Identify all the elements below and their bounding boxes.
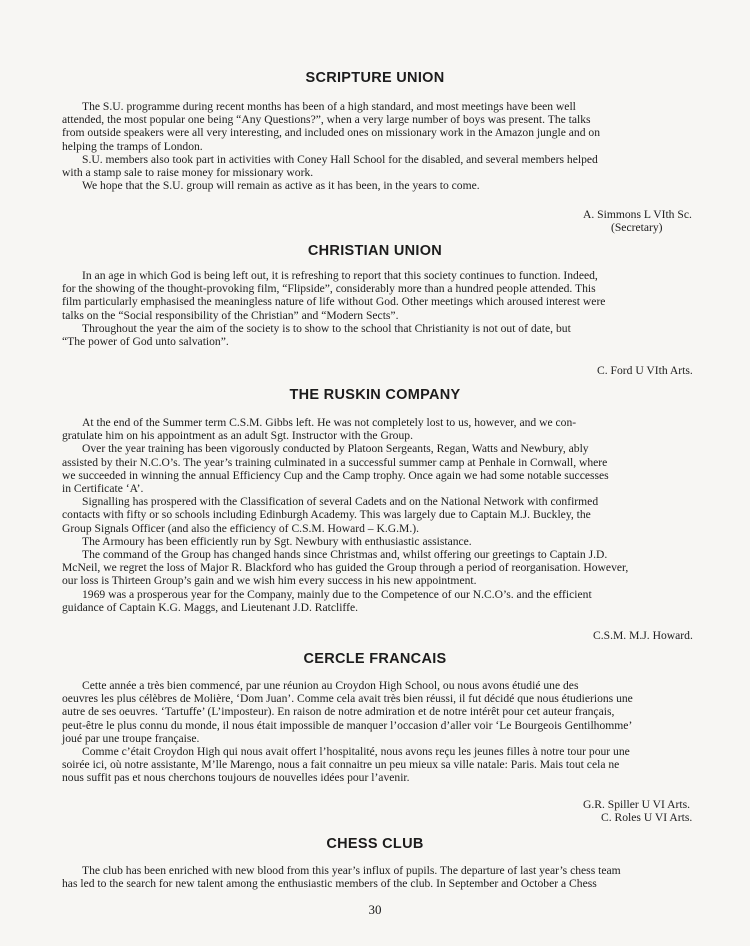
text-line: Over the year training has been vigorously conducted by Platoon Sergeants, Regan, Watts and Newbury, ably [82, 442, 589, 456]
text-line: helping the tramps of London. [62, 139, 203, 153]
section-title-scripture-union: SCRIPTURE UNION [305, 70, 445, 86]
text-line: in Certificate ‘A’. [62, 482, 144, 496]
text-line: We hope that the S.U. group will remain as active as it has been, in the years to come. [82, 179, 480, 193]
signature-christian-union [597, 364, 750, 377]
text-line: has led to the search for new talent among the enthusiastic members of the club. In September and October a Chess [62, 877, 597, 891]
text-line: At the end of the Summer term C.S.M. Gibbs left. He was not completely lost to us, however, and we con- [82, 416, 577, 429]
text-line: guidance of Captain K.G. Maggs, and Lieutenant J.D. Ratcliffe. [62, 600, 358, 614]
signature-scripture-union [583, 208, 750, 234]
text-line: joué par une troupe française. [62, 731, 200, 745]
text-line: Throughout the year the aim of the society is to show to the school that Christianity is not out of date, but [82, 321, 571, 335]
text-line: The command of the Group has changed hands since Christmas and, whilst offering our greetings to Captain J.D. [82, 548, 608, 562]
text-line: contacts with fifty or so schools including Edinburgh Academy. This was largely due to Captain M.J. Buckley, the [62, 508, 591, 522]
christian-union-body [62, 269, 722, 349]
section-title-ruskin-company: THE RUSKIN COMPANY [289, 387, 461, 403]
chess-club-body [62, 864, 722, 891]
ruskin-company-body [62, 416, 722, 614]
signature-line: C. Ford U VIth Arts. [597, 364, 693, 377]
text-line: attended, the most popular one being “Any Questions?”, when a very large number of boys was present. The talks [62, 113, 591, 127]
text-line: In an age in which God is being left out, it is refreshing to report that this society continues to function. Indeed, [82, 269, 598, 282]
text-line: for the showing of the thought-provoking film, “Flipside”, considerably more than a hundred people attended. This [62, 282, 596, 296]
section-title-chess-club: CHESS CLUB [326, 836, 424, 852]
signature-line: C. Roles U VI Arts. [601, 811, 693, 825]
text-line: our loss is Thirteen Group’s gain and we wish him every success in his new appointment. [62, 574, 477, 588]
text-line: Signalling has prospered with the Classification of several Cadets and on the National Network with confirmed [82, 495, 599, 509]
text-line: peut-être le plus connu du monde, il nous était impossible de manquer l’occasion d’aller voir ‘Le Bourgeois Gentilhomme’ [62, 718, 633, 732]
section-title-cercle-francais: CERCLE FRANCAIS [303, 651, 447, 667]
text-line: McNeil, we regret the loss of Major R. Blackford who has guided the Group through a period of reorganisation. However, [62, 561, 629, 575]
page-number: 30 [368, 902, 382, 917]
signature-line: G.R. Spiller U VI Arts. [583, 798, 691, 811]
text-line: “The power of God unto salvation”. [62, 335, 229, 349]
text-line: with a stamp sale to raise money for missionary work. [62, 166, 314, 180]
text-line: Comme c’était Croydon High qui nous avait offert l’hospitalité, nous avons reçu les jeunes filles à notre tour pour une [82, 745, 630, 759]
text-line: The Armoury has been efficiently run by Sgt. Newbury with enthusiastic assistance. [82, 534, 472, 548]
text-line: autre de ses oeuvres. ‘Tartuffe’ (L’imposteur). En raison de notre admiration et de notre intérêt pour cet auteur français, [62, 705, 615, 719]
text-line: S.U. members also took part in activities with Coney Hall School for the disabled, and several members helped [82, 152, 598, 166]
text-line: 1969 was a prosperous year for the Company, mainly due to the Competence of our N.C.O’s. and the efficient [82, 587, 592, 601]
text-line: from outside speakers were all very interesting, and included ones on missionary work in the Amazon jungle and on [62, 126, 601, 140]
signature-ruskin-company [593, 629, 750, 642]
text-line: The S.U. programme during recent months has been of a high standard, and most meetings have been well [82, 100, 576, 113]
signature-line: A. Simmons L VIth Sc. [583, 208, 692, 221]
text-line: gratulate him on his appointment as an adult Sgt. Instructor with the Group. [62, 429, 413, 443]
text-line: talks on the “Social responsibility of the Christian” and “Modern Sects”. [62, 308, 399, 322]
text-line: nous suffit pas et nous cherchons toujours de nouvelles idées pour l’avenir. [62, 771, 410, 785]
scripture-union-body [62, 100, 722, 193]
cercle-francais-body [62, 679, 722, 785]
text-line: oeuvres les plus célèbres de Molière, ‘Dom Juan’. Comme cela avait très bien réussi, il fut décidé que nous étudierions une [62, 692, 633, 706]
text-line: Cette année a très bien commencé, par une réunion au Croydon High School, ou nous avons étudié une des [82, 679, 579, 692]
signature-line: C.S.M. M.J. Howard. [593, 629, 693, 642]
section-title-christian-union: CHRISTIAN UNION [307, 243, 443, 259]
signature-cercle-francais [583, 798, 750, 824]
text-line: The club has been enriched with new blood from this year’s influx of pupils. The departure of last year’s chess team [82, 864, 621, 877]
text-line: assisted by their N.C.O’s. The year’s training culminated in a successful summer camp at Penhale in Cornwall, where [62, 455, 608, 469]
signature-line: (Secretary) [611, 221, 663, 235]
text-line: Group Signals Officer (and also the efficiency of C.S.M. Howard – K.G.M.). [62, 521, 419, 535]
text-line: soirée ici, où notre assistante, M’lle Marengo, nous a fait connaitre un peu mieux sa ville natale: Paris. Mais tout cela ne [62, 758, 620, 772]
text-line: film particularly emphasised the meaningless nature of life without God. Other meetings which aroused interest were [62, 295, 606, 309]
text-line: we succeeded in winning the annual Efficiency Cup and the Camp trophy. Once again we had some notable successes [62, 468, 609, 482]
